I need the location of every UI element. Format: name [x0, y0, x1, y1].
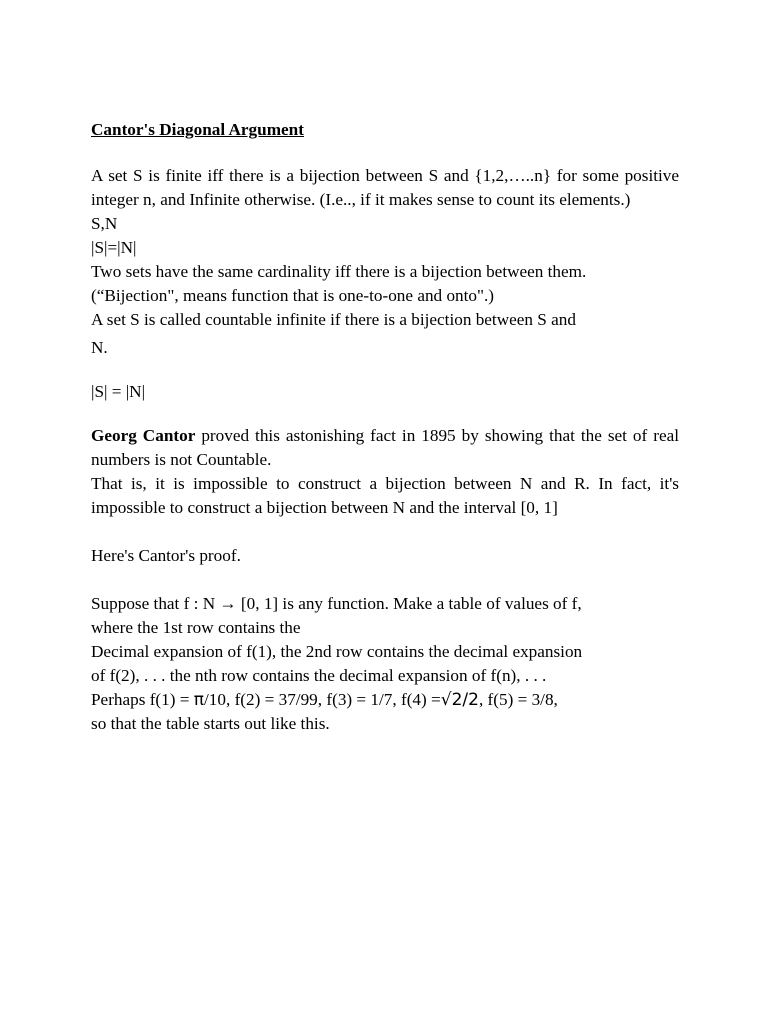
cantor-paragraph [91, 424, 679, 472]
suppose-line-2: where the 1st row contains the [91, 618, 301, 637]
perhaps-suffix: , f(5) = 3/8, [478, 690, 558, 709]
table-intro-line: so that the table starts out like this. [91, 714, 330, 733]
bijection-definition-line: (“Bijection", means function that is one-to-one and onto".) [91, 286, 495, 305]
sqrt-expression: √2/2 [440, 690, 479, 710]
cantor-paragraph-text: proved this astonishing fact in 1895 by showing that the set of real numbers is not Countable. [91, 426, 679, 469]
cantor-name: Georg Cantor [91, 426, 196, 445]
cardinality-equation-2: |S| = |N| [91, 382, 146, 401]
spacer [91, 568, 679, 592]
perhaps-middle: /10, f(2) = 37/99, f(3) = 1/7, f(4) = [204, 690, 441, 709]
perhaps-line [91, 688, 679, 712]
pi-symbol: π [193, 690, 205, 710]
document-page [91, 118, 679, 736]
that-is-paragraph: That is, it is impossible to construct a bijection between N and R. In fact, it's impossible to construct a bijection between N and the interval [0, 1] [91, 474, 679, 517]
cardinality-equation: |S|=|N| [91, 238, 137, 257]
proof-intro-line: Here's Cantor's proof. [91, 546, 241, 565]
suppose-line-1: Suppose that f : N → [0, 1] is any function. Make a table of values of f, [91, 594, 582, 613]
same-cardinality-line: Two sets have the same cardinality iff there is a bijection between them. [91, 262, 587, 281]
spacer [91, 404, 679, 424]
suppose-line-4: of f(2), . . . the nth row contains the decimal expansion of f(n), . . . [91, 666, 547, 685]
perhaps-prefix: Perhaps f(1) = [91, 690, 194, 709]
spacer [91, 360, 679, 380]
finite-set-paragraph: A set S is finite iff there is a bijection between S and {1,2,…..n} for some positive integer n, and Infinite otherwise. (I.e.., if it makes sense to count its elements.) [91, 166, 679, 209]
sets-line: S,N [91, 214, 118, 233]
countable-infinite-line: A set S is called countable infinite if there is a bijection between S and [91, 310, 576, 329]
countable-infinite-line-end: N. [91, 338, 108, 357]
document-title: Cantor's Diagonal Argument [91, 120, 304, 139]
spacer [91, 520, 679, 544]
suppose-line-3: Decimal expansion of f(1), the 2nd row contains the decimal expansion [91, 642, 583, 661]
